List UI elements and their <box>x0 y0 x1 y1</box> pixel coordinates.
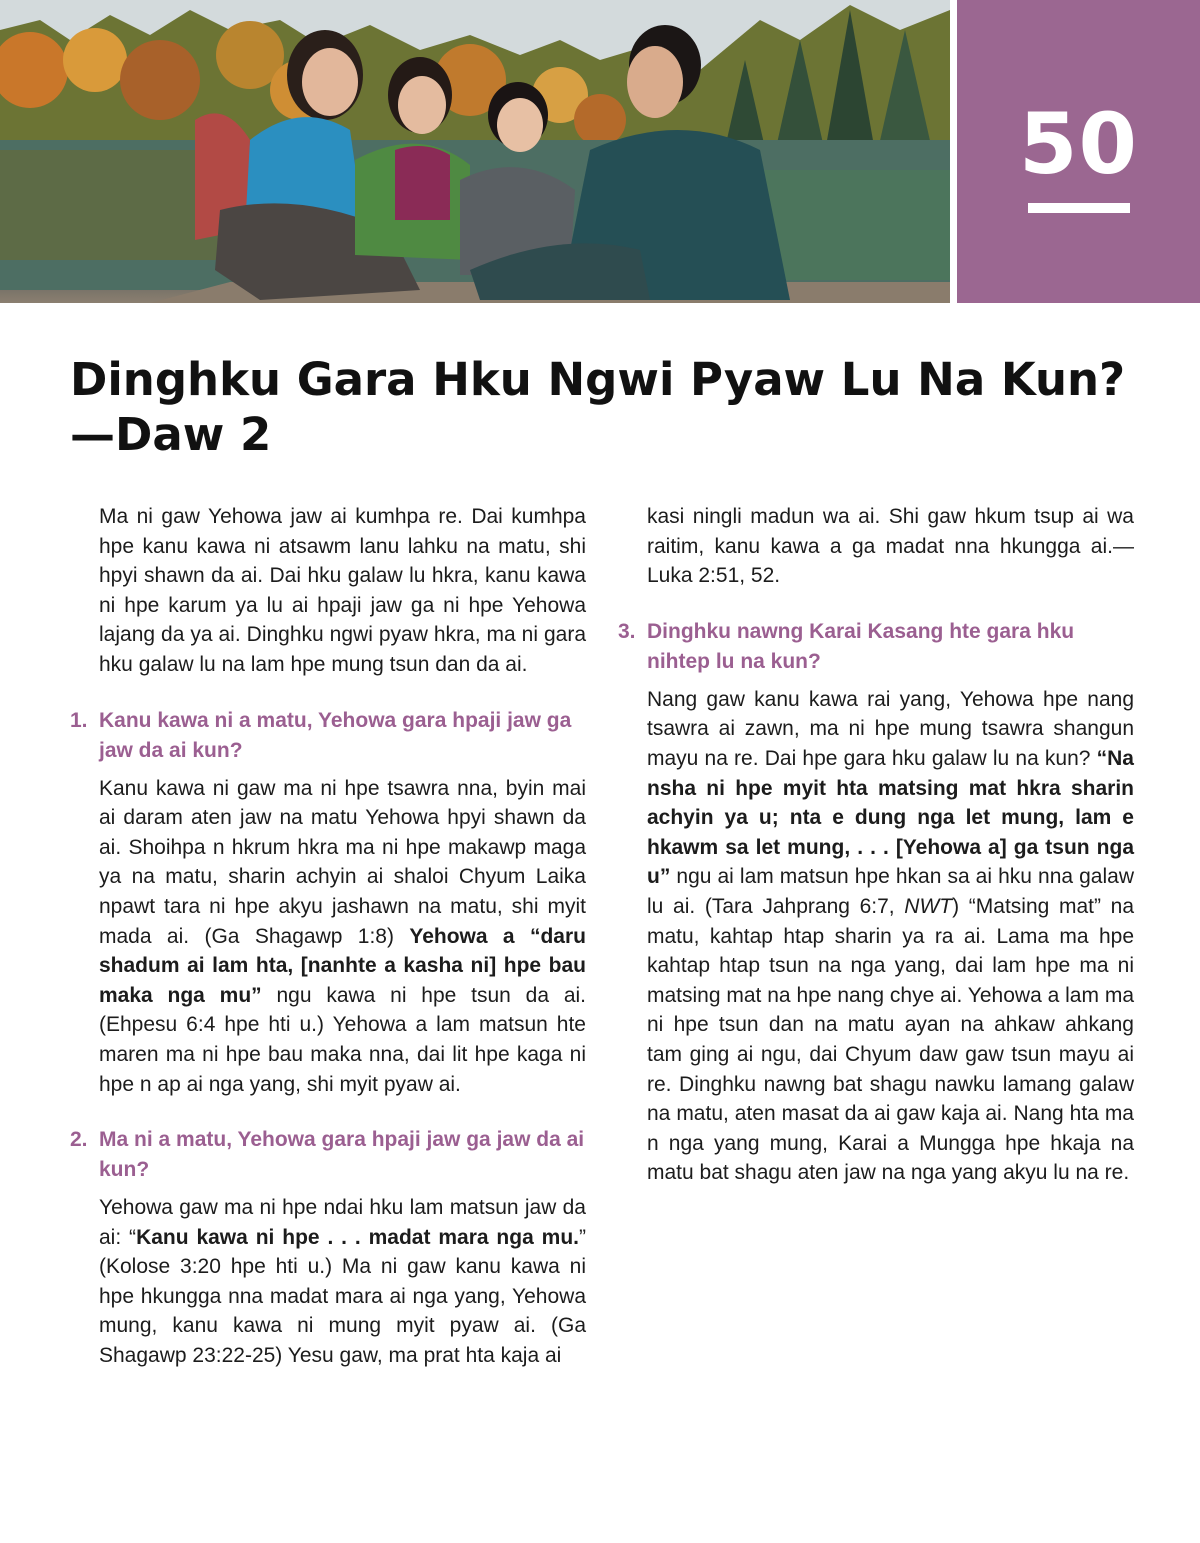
section-1-number: 1. <box>70 708 88 732</box>
section-3-number: 3. <box>618 619 636 643</box>
lesson-number-underline <box>1028 203 1130 213</box>
section-3-question-text: Dinghku nawng Karai Kasang hte gara hku nihtep lu na kun? <box>647 619 1075 673</box>
section-1-text-b: ngu kawa ni hpe tsun da ai. (Ehpesu 6:4 hpe hti u.) Yehowa a lam matsun hte maren ma ni hpe bau maka nna, dai lit hpe kaga ni hpe n ap ai nga yang, shi myit pyaw ai. <box>99 983 587 1096</box>
section-2-number: 2. <box>70 1128 88 1152</box>
lesson-number: 50 <box>1019 95 1138 193</box>
intro-paragraph: Ma ni gaw Yehowa jaw ai kumhpa re. Dai kumhpa hpe kanu kawa ni atsawm lanu lahku na matu, shi hpyi shawn da ai. Dai hku galaw lu hkra, kanu kawa ni hpe karum ya lu ai hpaji jaw ga ni hpe Yehowa lajang da ya ai. Dinghku ngwi pyaw hkra, ma ni gara hku galaw lu na lam hpe mung tsun dan da ai. <box>99 505 586 676</box>
section-3-bold-quote: “Na nsha ni hpe myit hta matsing mat hkra sharin achyin ya u; nta e dung nga let mung, lam e hkawm sa let mung, . . . [Yehowa a] ga tsun nga u” <box>647 746 1134 889</box>
section-2-paragraph <box>99 1193 586 1371</box>
section-2-question-text: Ma ni a matu, Yehowa gara hpaji jaw ga jaw da ai kun? <box>99 1128 585 1182</box>
section-3-text-c: ) “Matsing mat” na matu, kahtap htap sharin ya ra ai. Lama ma hpe kahtap htap tsun na nga yang, dai lam hpe ma ni matsing mat na hpe nang chye ai. Yehowa a lam ma ni hpe tsun dan na matu ayan na ahkaw ahkang tam ging ai ngu, dai Chyum daw gaw tsun mayu ai re. Dinghku nawng bat shagu nawku lamang galaw na matu, aten masat da ai gaw kaja ai. Nang hta ma n nga yang mung, Karai a Mungga hpe hkaja na matu bat shagu aten jaw na nga yang akyu lu na re. <box>647 894 1134 1185</box>
section-2-question <box>70 1125 586 1185</box>
right-column <box>618 502 1134 1188</box>
section-1-text-a: Kanu kawa ni gaw ma ni hpe tsawra nna, byin mai ai daram aten jaw na matu Yehowa hpyi shawn da ai. Shoihpa n hkrum hkra ma ni hpe makawp maga ya na matu, sharin achyin ai shaloi Chyum Laika npawt tara ni hpe akyu jashawn na matu, shi myit mada ai. (Ga Shagawp 1:8) <box>99 776 586 948</box>
section-1-paragraph <box>99 774 586 1100</box>
section-2-bold-quote: Kanu kawa ni hpe . . . madat mara nga mu. <box>136 1225 579 1249</box>
title-line-1: Dinghku Gara Hku Ngwi Pyaw Lu Na Kun? <box>70 353 1126 406</box>
section-1-question-text: Kanu kawa ni a matu, Yehowa gara hpaji jaw ga jaw da ai kun? <box>99 708 572 762</box>
lakeside-family-illustration <box>0 0 950 303</box>
section-2-continuation <box>618 502 1134 591</box>
section-3-italic-ref: NWT <box>904 894 953 918</box>
section-3-paragraph <box>647 685 1134 1188</box>
section-1-bold-quote: Yehowa a “daru shadum ai lam hta, [nanhte a kasha ni] hpe bau maka nga mu” <box>99 924 586 1007</box>
lesson-number-box <box>957 0 1200 303</box>
left-column <box>70 502 586 1371</box>
section-1-question <box>70 706 586 766</box>
section-2-text-b: ” (Kolose 3:20 hpe hti u.) Ma ni gaw kanu kawa ni hpe hkungga nna madat mara ai nga yang, Yehowa mung, kanu kawa ni mung myit pyaw ai. (Ga Shagawp 23:22-25) Yesu gaw, ma prat hta kaja ai <box>99 1225 586 1368</box>
section-2-paragraph-continued: kasi ningli madun wa ai. Shi gaw hkum tsup ai wa raitim, kanu kawa a ga madat nna hkungga ai.—Luka 2:51, 52. <box>647 505 1134 588</box>
page-title <box>70 352 1150 462</box>
section-2-text-a: Yehowa gaw ma ni hpe ndai hku lam matsun jaw da ai: “ <box>99 1196 586 1249</box>
header-photo <box>0 0 950 303</box>
section-3-text-b: ngu ai lam matsun hpe hkan sa ai hku nna galaw lu ai. (Tara Jahprang 6:7, <box>647 865 1134 918</box>
title-line-2: —Daw 2 <box>70 408 272 461</box>
section-3-question <box>618 617 1134 677</box>
section-3-text-a: Nang gaw kanu kawa rai yang, Yehowa hpe nang tsawra ai zawn, ma ni hpe mung tsawra shangun mayu na re. Dai hpe gara hku galaw lu na kun? <box>647 687 1134 770</box>
